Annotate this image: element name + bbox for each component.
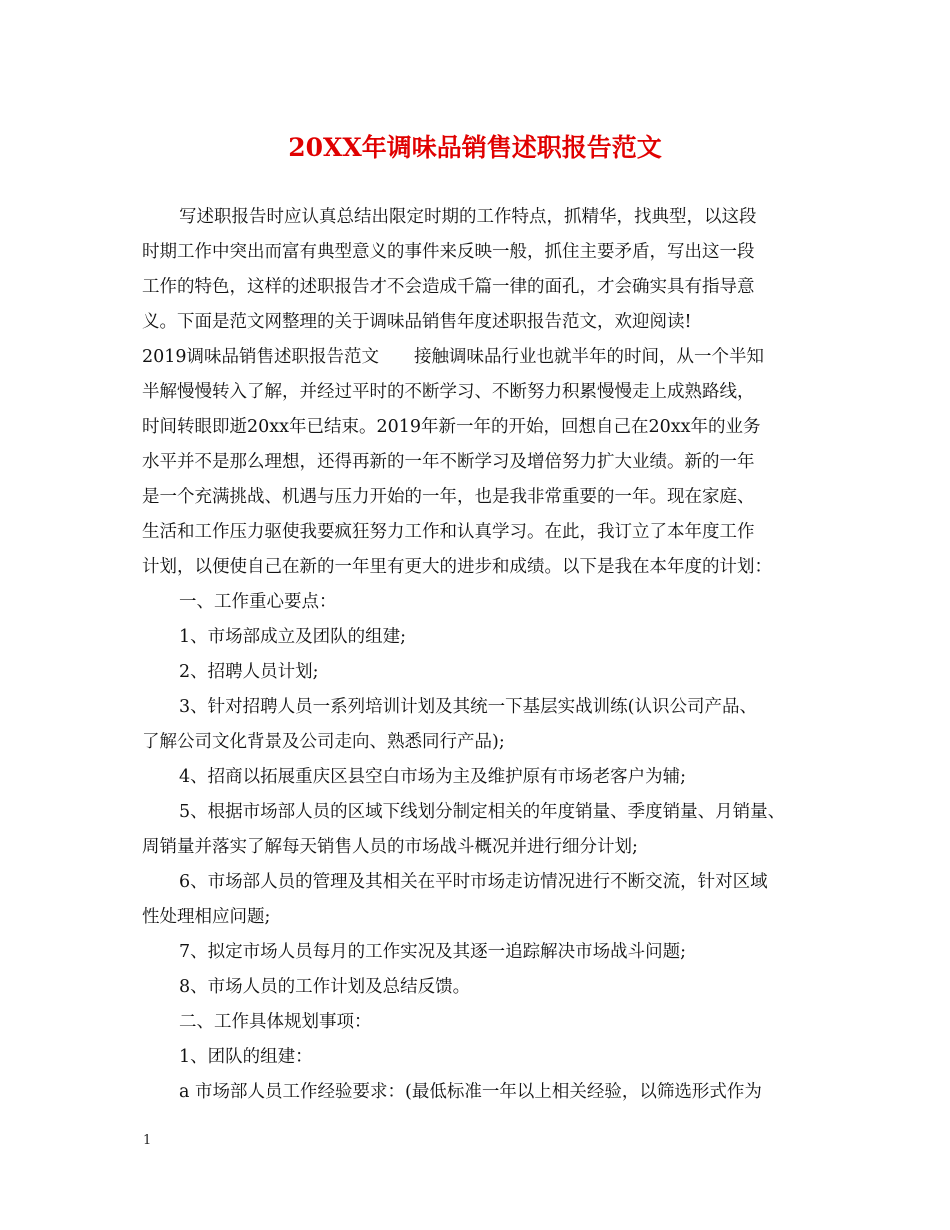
body-line: a 市场部人员工作经验要求：(最低标准一年以上相关经验，以筛选形式作为 xyxy=(179,1082,762,1102)
body-line: 时间转眼即逝20xx年已结束。2019年新一年的开始，回想自己在20xx年的业务 xyxy=(142,417,761,437)
body-line: 义。下面是范文网整理的关于调味品销售年度述职报告范文，欢迎阅读! xyxy=(142,312,692,332)
body-line: 半解慢慢转入了解，并经过平时的不断学习、不断努力积累慢慢走上成熟路线， xyxy=(142,382,755,402)
document-body xyxy=(142,200,817,1110)
body-line: 性处理相应问题; xyxy=(142,907,271,927)
body-line: 1、市场部成立及团队的组建; xyxy=(179,627,407,647)
body-line: 8、市场人员的工作计划及总结反馈。 xyxy=(179,977,471,997)
body-line: 生活和工作压力驱使我要疯狂努力工作和认真学习。在此，我订立了本年度工作 xyxy=(142,522,755,542)
body-line: 写述职报告时应认真总结出限定时期的工作特点，抓精华，找典型，以这段 xyxy=(179,207,757,227)
body-line: 了解公司文化背景及公司走向、熟悉同行产品); xyxy=(142,732,505,752)
body-line: 2、招聘人员计划; xyxy=(179,662,319,682)
body-line: 2019调味品销售述职报告范文 接触调味品行业也就半年的时间，从一个半知 xyxy=(142,347,765,367)
body-line: 4、招商以拓展重庆区县空白市场为主及维护原有市场老客户为辅; xyxy=(179,767,687,787)
page-number: 1 xyxy=(143,1133,152,1148)
body-line: 一、工作重心要点： xyxy=(179,592,337,612)
body-line: 工作的特色，这样的述职报告才不会造成千篇一律的面孔，才会确实具有指导意 xyxy=(142,277,755,297)
body-line: 7、拟定市场人员每月的工作实况及其逐一追踪解决市场战斗问题; xyxy=(179,942,687,962)
body-line: 5、根据市场部人员的区域下线划分制定相关的年度销量、季度销量、月销量、 xyxy=(179,802,786,822)
body-line: 二、工作具体规划事项： xyxy=(179,1012,372,1032)
body-line: 6、市场部人员的管理及其相关在平时市场走访情况进行不断交流，针对区域 xyxy=(179,872,768,892)
body-line: 是一个充满挑战、机遇与压力开始的一年，也是我非常重要的一年。现在家庭、 xyxy=(142,487,755,507)
body-line: 水平并不是那么理想，还得再新的一年不断学习及增倍努力扩大业绩。新的一年 xyxy=(142,452,755,472)
body-line: 时期工作中突出而富有典型意义的事件来反映一般，抓住主要矛盾，写出这一段 xyxy=(142,242,755,262)
body-line: 计划，以便使自己在新的一年里有更大的进步和成绩。以下是我在本年度的计划： xyxy=(142,557,772,577)
body-line: 周销量并落实了解每天销售人员的市场战斗概况并进行细分计划; xyxy=(142,837,638,857)
body-line: 3、针对招聘人员一系列培训计划及其统一下基层实战训练(认识公司产品、 xyxy=(179,697,757,717)
document-title: 20XX年调味品销售述职报告范文 xyxy=(288,133,662,162)
body-line: 1、团队的组建： xyxy=(179,1047,313,1067)
